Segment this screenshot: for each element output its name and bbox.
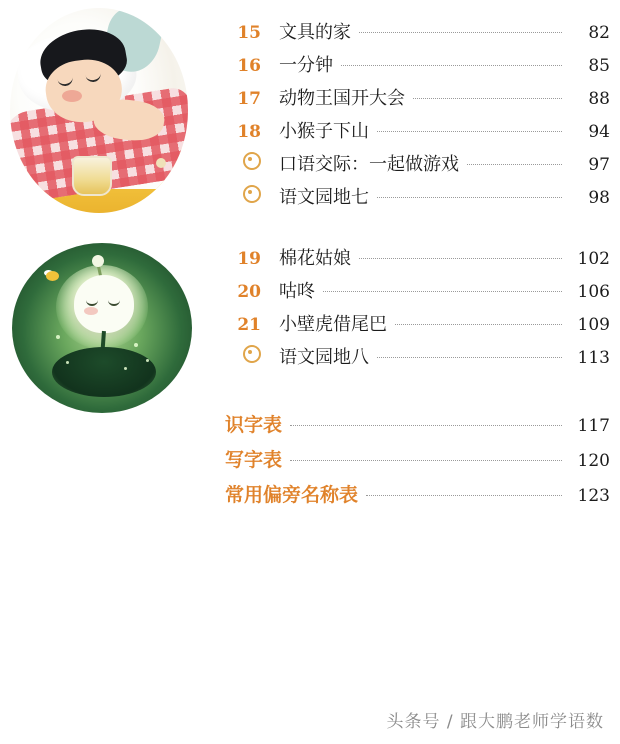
leader-dots — [359, 32, 562, 33]
table-of-contents — [225, 18, 610, 515]
toc-entry[interactable] — [225, 480, 610, 515]
ring-icon — [243, 345, 261, 363]
entry-title: 咕咚 — [279, 281, 315, 302]
entry-page: 113 — [577, 348, 610, 368]
entry-title: 小壁虎借尾巴 — [279, 314, 387, 335]
leader-dots — [377, 357, 562, 358]
cheek-blush — [62, 90, 82, 102]
toc-entry[interactable] — [225, 18, 610, 51]
appendix-spacer — [225, 376, 610, 410]
ring-icon — [243, 185, 261, 203]
leader-dots — [377, 197, 562, 198]
green-night-critter-illustration — [12, 243, 192, 413]
toc-entry[interactable] — [225, 84, 610, 117]
toc-entry[interactable] — [225, 445, 610, 480]
entry-page: 88 — [588, 89, 610, 109]
sparkle-icon — [66, 361, 69, 364]
group-spacer — [225, 216, 610, 244]
toc-entry[interactable] — [225, 51, 610, 84]
entry-page: 120 — [577, 451, 610, 471]
leader-dots — [413, 98, 562, 99]
watermark: 头条号 / 跟大鹏老师学语数 — [386, 712, 604, 732]
bee-icon — [46, 271, 59, 281]
entry-title: 写字表 — [225, 449, 283, 471]
sparkle-icon — [146, 359, 149, 362]
leader-dots — [377, 131, 562, 132]
toc-entry[interactable] — [225, 183, 610, 216]
entry-page: 85 — [588, 56, 610, 76]
leader-dots — [323, 291, 562, 292]
entry-title: 动物王国开大会 — [279, 88, 405, 109]
entry-page: 102 — [577, 249, 610, 269]
entry-title: 文具的家 — [279, 22, 351, 43]
toc-group-unit-eight — [225, 244, 610, 376]
cheek-blush — [84, 307, 98, 315]
leader-dots — [341, 65, 562, 66]
leader-dots — [467, 164, 562, 165]
antenna-tip — [92, 255, 104, 267]
entry-number: 20 — [237, 282, 261, 302]
entry-title: 小猴子下山 — [279, 121, 369, 142]
ring-marker — [225, 152, 261, 170]
droplet-icon — [168, 176, 174, 182]
toc-entry[interactable] — [225, 244, 610, 277]
entry-page: 82 — [588, 23, 610, 43]
entry-page: 98 — [588, 188, 610, 208]
entry-page: 97 — [588, 155, 610, 175]
toc-entry[interactable] — [225, 150, 610, 183]
toc-entry[interactable] — [225, 117, 610, 150]
entry-title: 一分钟 — [279, 55, 333, 76]
entry-page: 123 — [577, 486, 610, 506]
leader-dots — [366, 495, 562, 496]
ring-marker — [225, 345, 261, 363]
sparkle-icon — [134, 343, 138, 347]
entry-title: 口语交际：一起做游戏 — [279, 154, 459, 175]
entry-title: 棉花姑娘 — [279, 248, 351, 269]
toc-entry[interactable] — [225, 410, 610, 445]
ring-marker — [225, 185, 261, 203]
toc-entry[interactable] — [225, 343, 610, 376]
leader-dots — [290, 460, 562, 461]
ring-icon — [243, 152, 261, 170]
entry-number: 19 — [237, 249, 261, 269]
entry-page: 117 — [577, 416, 610, 436]
sparkle-icon — [124, 367, 127, 370]
entry-number: 16 — [237, 56, 261, 76]
entry-number: 15 — [237, 23, 261, 43]
entry-title: 语文园地七 — [279, 187, 369, 208]
entry-title: 识字表 — [225, 414, 283, 436]
toc-appendix — [225, 410, 610, 515]
entry-page: 109 — [577, 315, 610, 335]
entry-title: 常用偏旁名称表 — [225, 484, 359, 506]
entry-number: 21 — [237, 315, 261, 335]
sleeping-boy-illustration — [10, 8, 188, 213]
juice-glass — [72, 156, 112, 196]
critter-body — [74, 275, 134, 333]
entry-page: 106 — [577, 282, 610, 302]
entry-page: 94 — [588, 122, 610, 142]
entry-number: 18 — [237, 122, 261, 142]
leader-dots — [290, 425, 562, 426]
entry-title: 语文园地八 — [279, 347, 369, 368]
entry-number: 17 — [237, 89, 261, 109]
leader-dots — [359, 258, 562, 259]
leader-dots — [395, 324, 562, 325]
dark-leaves — [52, 347, 156, 397]
sparkle-icon — [56, 335, 60, 339]
toc-group-unit-seven — [225, 18, 610, 216]
toc-entry[interactable] — [225, 277, 610, 310]
droplet-icon — [156, 158, 166, 168]
toc-entry[interactable] — [225, 310, 610, 343]
